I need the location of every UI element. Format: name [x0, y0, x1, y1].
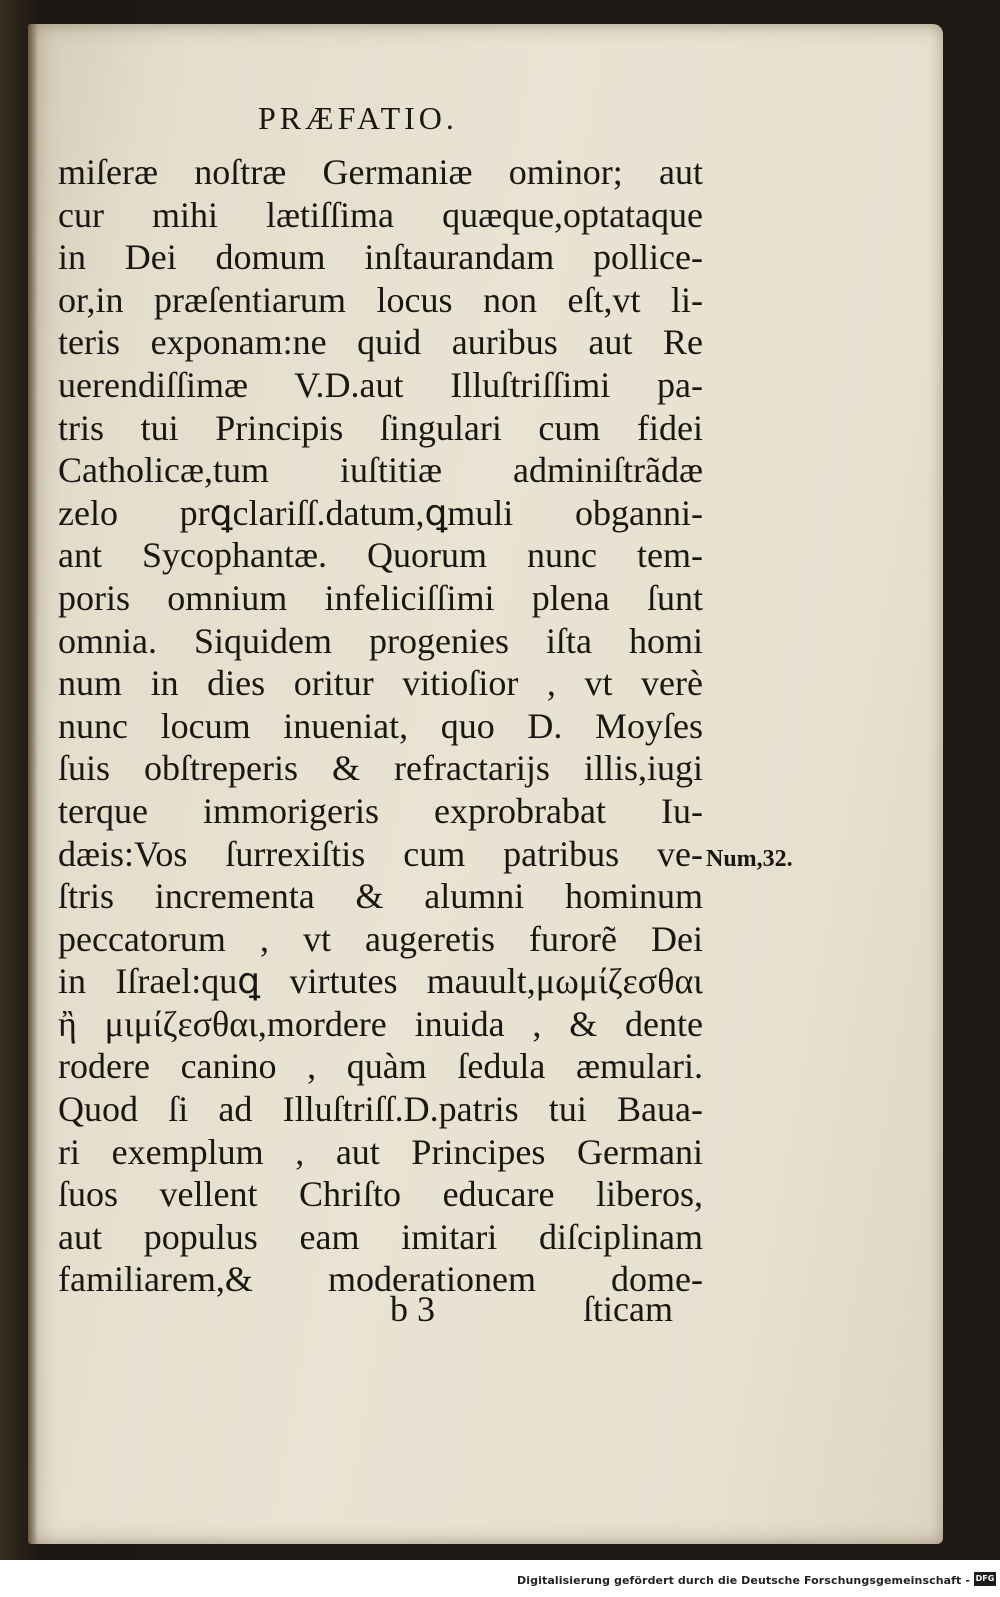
text-line: ant Sycophantæ. Quorum nunc tem- — [58, 535, 703, 576]
text-line: rodere canino , quàm ſedula æmulari. — [58, 1046, 703, 1087]
text-line: nunc locum inueniat, quo D. Moyſes — [58, 705, 703, 746]
text-line: cur mihi lætiſſima quæque,optataque — [58, 194, 703, 235]
text-line: omnia. Siquidem progenies iſta homi — [58, 620, 703, 661]
text-line: miſeræ noſtræ Germaniæ ominor; aut — [58, 152, 703, 192]
signature-mark: b 3 — [390, 1289, 435, 1329]
text-line: ſtris incrementa & alumni hominum — [58, 876, 703, 917]
text-line: num in dies oritur vitioſior , vt verè — [58, 663, 703, 704]
catchword: ſticam — [583, 1289, 673, 1329]
text-line: teris exponam:ne quid auribus aut Re — [58, 322, 703, 363]
text-line: ſuos vellent Chriſto educare liberos, — [58, 1174, 703, 1215]
funding-credit: Digitalisierung gefördert durch die Deutsche Forschungsgemeinschaft - — [517, 1574, 970, 1587]
text-line: ἢ μιμίζεσθαι,mordere inuida , & dente — [58, 1003, 703, 1044]
text-line: Catholicæ,tum iuſtitiæ adminiſtrãdæ — [58, 450, 703, 491]
dfg-logo: DFG — [974, 1572, 996, 1586]
text-line: ri exemplum , aut Principes Germani — [58, 1131, 703, 1172]
text-line: in Iſrael:quꝗ virtutes mauult,μωμίζεσθαι — [58, 961, 703, 1002]
text-line: uerendiſſimæ V.D.aut Illuſtriſſimi pa- — [58, 364, 703, 405]
text-line: in Dei domum inſtaurandam pollice- — [58, 237, 703, 278]
text-line: peccatorum , vt augeretis furorẽ Dei — [58, 918, 703, 959]
text-line: terque immorigeris exprobrabat Iu- — [58, 790, 703, 831]
text-line: tris tui Principis ſingulari cum fidei — [58, 407, 703, 448]
running-head: PRÆFATIO. — [258, 100, 458, 136]
marginal-reference: Num,32. — [706, 846, 793, 872]
footer-bar — [0, 1560, 1000, 1597]
text-line: Quod ſi ad Illuſtriſſ.D.patris tui Baua- — [58, 1089, 703, 1130]
text-line: aut populus eam imitari diſciplinam — [58, 1216, 703, 1257]
text-line: poris omnium infeliciſſimi plena ſunt — [58, 577, 703, 618]
text-line: familiarem,& moderationem dome- — [58, 1259, 703, 1300]
text-line: dæis:Vos ſurrexiſtis cum patribus ve- — [58, 833, 703, 874]
text-line: zelo prꝗclariſſ.datum,ꝗmuli obganni- — [58, 492, 703, 533]
page-gutter-shadow — [28, 24, 38, 1544]
body-text — [58, 151, 703, 1301]
text-line: ſuis obſtreperis & refractarijs illis,iugi — [58, 748, 703, 789]
text-line: or,in præſentiarum locus non eſt,vt li- — [58, 279, 703, 320]
